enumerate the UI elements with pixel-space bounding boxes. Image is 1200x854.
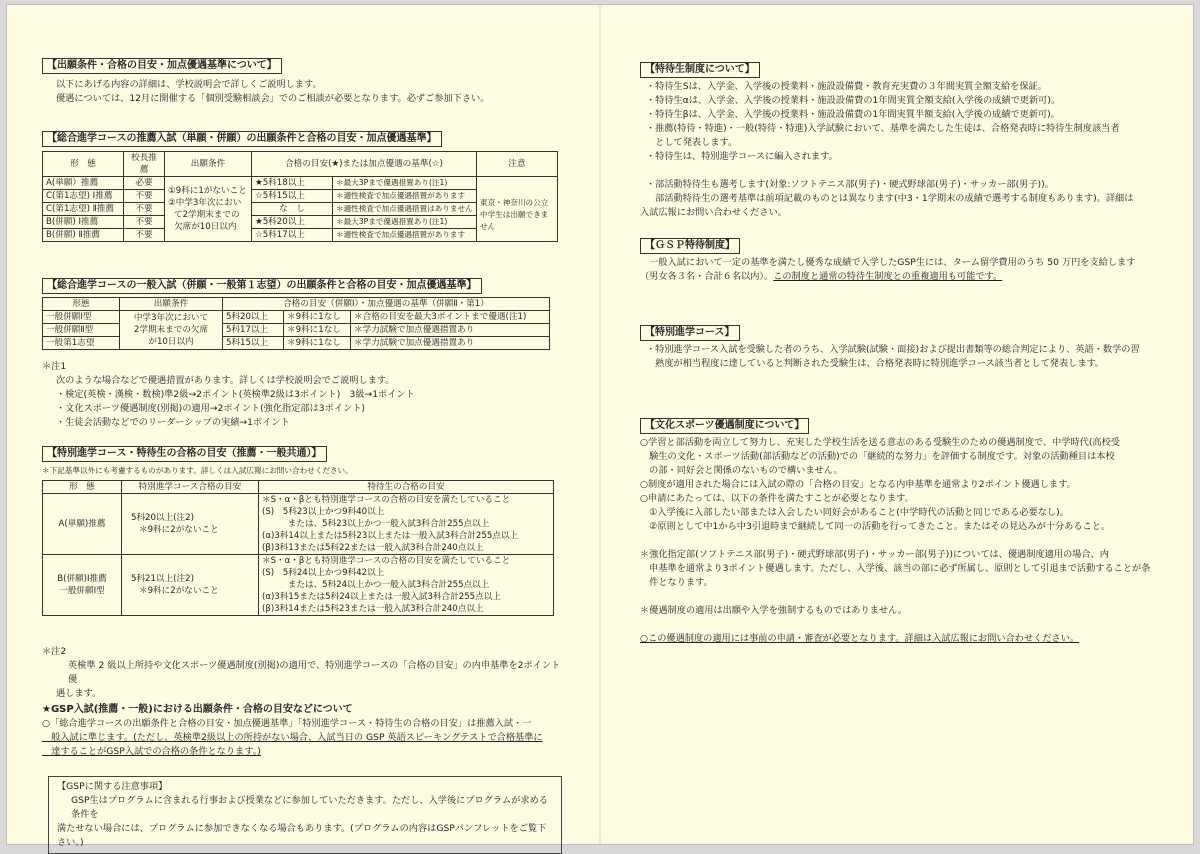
table-row bbox=[43, 177, 558, 190]
table-row bbox=[43, 311, 550, 324]
box-line: GSP生はプログラムに含まれる行事および授業などに参加していただきます。ただし、入学後にプログラムが求める条件を bbox=[71, 795, 548, 820]
col-header: 合格の目安（併願Ⅰ）・加点優遇の基準（併願Ⅱ・第1） bbox=[223, 298, 550, 311]
condition-line: 2学期末までの欠席 bbox=[133, 325, 209, 335]
section-note2 bbox=[42, 645, 562, 701]
cell-note: ＊適性検査で加点優遇措置があります bbox=[333, 229, 477, 242]
col-header: 形態 bbox=[43, 298, 120, 311]
section-title: 【文化スポーツ優遇制度について】 bbox=[640, 418, 809, 434]
note1-line: ・生徒会活動などでのリーダーシップの実績→1ポイント bbox=[56, 417, 290, 428]
cell-tokutai bbox=[259, 494, 554, 555]
note1-line: 次のような場合などで優遇措置があります。詳しくは学校説明会でご説明します。 bbox=[56, 375, 395, 386]
gsp-line: ○「総合進学コースの出願条件と合格の目安・加点優遇基準」「特別進学コース・特待生の合格の目安」は推薦入試・一 bbox=[42, 718, 532, 729]
tokutai-line: (β)3科14または5科23または一般入試3科合計240点以上 bbox=[262, 604, 484, 614]
table-row bbox=[43, 337, 550, 350]
gsp-tokutai-dup: この制度と通常の特待生制度との重複適用も可能です。 bbox=[773, 271, 1003, 282]
cell-benefit: ＊学力試験で加点優遇措置あり bbox=[351, 337, 550, 350]
section-title: 【ＧＳＰ特待制度】 bbox=[640, 238, 740, 254]
tokutai-line: ＊S・α・βとも特別進学コースの合格の目安を満たしていること bbox=[262, 556, 511, 566]
cell-type bbox=[43, 555, 122, 616]
cell-recommend: 不要 bbox=[124, 229, 165, 242]
culture-line: ①入学後に入部したい部または入会したい同好会があること(中学時代の活動と同じである必要なし)。 bbox=[640, 507, 1069, 518]
cell-goal: ☆5科15以上 bbox=[252, 190, 333, 203]
gsp-line: 般入試に準じます。(ただし、英検準2級以上の所持がない場合、入試当日の GSP 英語スピーキングテストで合格基準に bbox=[42, 732, 543, 743]
cell-type: 一般併願Ⅱ型 bbox=[43, 324, 120, 337]
type-line: 一般併願Ⅰ型 bbox=[59, 586, 105, 596]
tokutai-line: ・部活動特待生も選考します(対象:ソフトテニス部(男子)・硬式野球部(男子)・サッカー部(男子))。 bbox=[646, 179, 1054, 190]
tokutai-line: (α)3科15または5科24以上または一般入試3科合計255点以上 bbox=[262, 592, 501, 602]
intro-line-2: 優遇については、12月に開催する「個別受験相談会」でのご相談が必要となります。必ずご参加下さい。 bbox=[56, 93, 490, 104]
cell-goal: ☆5科17以上 bbox=[252, 229, 333, 242]
tokutai-line: ・特待生Sは、入学金、入学後の授業料・施設設備費・教育充実費の３年間実質全額支給を保証。 bbox=[646, 81, 1047, 92]
cell-benefit: ＊学力試験で加点優遇措置あり bbox=[351, 324, 550, 337]
section-title: 【総合進学コースの推薦入試（単願・併願）の出願条件と合格の目安・加点優遇基準】 bbox=[42, 131, 442, 147]
culture-line bbox=[640, 534, 1160, 548]
gsp-line: 達することがGSP入試での合格の条件となります。) bbox=[42, 746, 261, 757]
section-title: 【特別進学コース・特待生の合格の目安（推薦・一般共通）】 bbox=[42, 446, 327, 462]
cell-note: ＊適性検査で加点優遇措置があります bbox=[333, 190, 477, 203]
tokutai-line: (S) 5科23以上かつ9科40以上 bbox=[262, 507, 385, 517]
special-line: 熟度が相当程度に達していると判断された受験生は、合格発表時に特別進学コース該当者として発表します。 bbox=[646, 358, 1105, 369]
condition-line: ①9科に1がないこと bbox=[168, 186, 247, 196]
tokutai-line: ＊S・α・βとも特別進学コースの合格の目安を満たしていること bbox=[262, 495, 511, 505]
section-culture-sports bbox=[640, 418, 1160, 646]
cell-recommend: 不要 bbox=[124, 190, 165, 203]
cell-type: A(単願)推薦 bbox=[43, 494, 122, 555]
cell-no-one: ＊9科に1なし bbox=[284, 311, 351, 324]
col-header: 注意 bbox=[477, 152, 558, 177]
cell-goal: ★5科20以上 bbox=[252, 216, 333, 229]
cell-benefit: ＊合格の目安を最大3ポイントまで優遇(注1) bbox=[351, 311, 550, 324]
cell-goal bbox=[122, 555, 259, 616]
section-title: 【特待生制度について】 bbox=[640, 62, 760, 78]
section-general-exam bbox=[42, 278, 562, 350]
note2-line: 遇します。 bbox=[56, 688, 102, 699]
culture-line: ＊強化指定部(ソフトテニス部(男子)・硬式野球部(男子)・サッカー部(男子))については、優遇制度適用の場合、内 bbox=[640, 549, 1109, 560]
special-line: ・特別進学コース入試を受験した者のうち、入学試験(試験・面接)および提出書類等の総合判定により、英語・数学の習 bbox=[646, 344, 1140, 355]
gsp-tokutai-count: （男女各３名・合計６名以内）。 bbox=[640, 271, 774, 282]
section-gsp-tokutai bbox=[640, 238, 1160, 284]
tokutai-line: または、5科24以上かつ一般入試3科合計255点以上 bbox=[262, 580, 490, 590]
culture-line: 件となります。 bbox=[640, 577, 713, 588]
col-header: 合格の目安(★)または加点優遇の基準(☆) bbox=[252, 152, 477, 177]
section-special-course bbox=[42, 446, 562, 616]
condition-line: 欠席が10日以内 bbox=[174, 222, 237, 232]
tokutai-line: として発表します。 bbox=[646, 137, 738, 148]
section-conditions-intro bbox=[42, 58, 562, 106]
cell-recommend: 必要 bbox=[124, 177, 165, 190]
tokutai-line: ・推薦(特待・特進)・一般(特待・特進)入学試験において、基準を満たした生徒は、合格発表時に特待生制度該当者 bbox=[646, 123, 1120, 134]
culture-line: 申基準を通常より3ポイント優遇します。ただし、入学後、該当の部に必ず所属し、原則として引退まで活動することが条 bbox=[640, 563, 1151, 574]
culture-line: ○申請にあたっては、以下の条件を満たすことが必要となります。 bbox=[640, 493, 914, 504]
section-note1 bbox=[42, 360, 562, 430]
cell-type: C(第1志望) Ⅰ推薦 bbox=[43, 190, 124, 203]
col-header: 出願条件 bbox=[120, 298, 223, 311]
tokutai-line: 入試広報にお問い合わせください。 bbox=[640, 207, 787, 218]
note1-line: ・文化スポーツ優遇制度(別掲)の適用→2ポイント(強化指定部は3ポイント) bbox=[56, 403, 365, 414]
culture-line: ○制度が適用された場合には入試の際の「合格の目安」となる内申基準を通常より2ポイント優遇します。 bbox=[640, 479, 1076, 490]
goal-line: ＊9科に2がないこと bbox=[139, 525, 219, 535]
cell-type: C(第1志望) Ⅱ推薦 bbox=[43, 203, 124, 216]
culture-line bbox=[640, 590, 1160, 604]
section-gsp bbox=[42, 703, 562, 759]
intro-line-1: 以下にあげる内容の詳細は、学校説明会で詳しくご説明します。 bbox=[56, 79, 322, 90]
tokutai-line: (S) 5科24以上かつ9科42以上 bbox=[262, 568, 385, 578]
tokutai-line: または、5科23以上かつ一般入試3科合計255点以上 bbox=[262, 519, 490, 529]
culture-line: 験生の文化・スポーツ活動(部活動などの活動)での「継続的な努力」を評価する制度です。対象の活動種目は本校 bbox=[640, 451, 1115, 462]
culture-line bbox=[640, 618, 1160, 632]
culture-line: の部・同好会と関係のないもので構いません。 bbox=[640, 465, 843, 476]
section-special-advance bbox=[640, 325, 1160, 371]
col-header: 出願条件 bbox=[165, 152, 252, 177]
table-row bbox=[43, 555, 554, 616]
recommendation-table bbox=[42, 151, 558, 242]
col-header: 形 態 bbox=[43, 481, 122, 494]
tokutai-line: 部活動特待生の選考基準は前項記載のものとは異なります(中3・1学期末の成績で選考する制度もあります)。詳細は bbox=[646, 193, 1134, 204]
caution-line: 東京・神奈川の公立 bbox=[480, 198, 549, 207]
condition-line: て2学期末までの bbox=[174, 210, 240, 220]
gsp-tokutai-line: 一般入試において一定の基準を満たし優秀な成績で入学したGSP生には、ターム留学費用のうち 50 万円を支給します bbox=[640, 257, 1136, 268]
table-row bbox=[43, 494, 554, 555]
col-header: 校長推薦 bbox=[124, 152, 165, 177]
type-line: B(併願)Ⅰ推薦 bbox=[57, 574, 107, 584]
cell-score: 5科17以上 bbox=[223, 324, 284, 337]
cell-goal bbox=[122, 494, 259, 555]
cell-caution bbox=[477, 177, 558, 242]
tokutai-line bbox=[640, 164, 1160, 178]
box-title: 【GSPに関する注意事項】 bbox=[57, 781, 168, 792]
section-title: ★GSP入試(推薦・一般)における出願条件・合格の目安などについて bbox=[42, 704, 353, 715]
culture-line: ○学習と部活動を両立して努力し、充実した学校生活を送る意志のある受験生のための優遇制度で、中学時代(高校受 bbox=[640, 437, 1120, 448]
cell-condition bbox=[120, 311, 223, 350]
fold-line bbox=[599, 4, 601, 845]
cell-type: A(単願）推薦 bbox=[43, 177, 124, 190]
cell-note: ＊適性検査で加点優遇措置はありません bbox=[333, 203, 477, 216]
cell-goal: ★5科18以上 bbox=[252, 177, 333, 190]
col-header: 特待生の合格の目安 bbox=[259, 481, 554, 494]
goal-line: 5科20以上(注2) bbox=[131, 513, 194, 523]
note1-line: ・検定(英検・漢検・数検)準2級→2ポイント(英検準2級は3ポイント) 3級→1ポイント bbox=[56, 389, 415, 400]
special-course-sub: ＊下記基準以外にも考慮するものがあります。詳しくは入試広報にお問い合わせください。 bbox=[42, 466, 353, 475]
section-title: 【特別進学コース】 bbox=[640, 325, 740, 341]
note2-line: 英検準 2 級以上所持や文化スポーツ優遇制度(別掲)の適用で、特別進学コースの「合格の目安」の内申基準を2ポイント優 bbox=[68, 660, 561, 685]
general-exam-table bbox=[42, 297, 550, 350]
cell-type: 一般併願Ⅰ型 bbox=[43, 311, 120, 324]
cell-type: B(併願) Ⅰ推薦 bbox=[43, 216, 124, 229]
cell-condition bbox=[165, 177, 252, 242]
tokutai-line: ・特待生αは、入学金、入学後の授業料・施設設備費の1年間実質全額支給(入学後の成績で更新可)。 bbox=[646, 95, 1061, 106]
cell-recommend: 不要 bbox=[124, 203, 165, 216]
tokutai-line: ・特待生βは、入学金、入学後の授業料・施設設備費の1年間実質半額支給(入学後の成績で更新可)。 bbox=[646, 109, 1060, 120]
special-course-table bbox=[42, 480, 554, 616]
caution-line: せん bbox=[480, 222, 496, 231]
table-row bbox=[43, 324, 550, 337]
caution-line: 中学生は出願できま bbox=[480, 210, 549, 219]
culture-line: ②原則として中1から中3引退時まで継続して同一の活動を行ってきたこと。またはその見込みが十分あること。 bbox=[640, 521, 1111, 532]
tokutai-line: (β)3科13または5科22または一般入試3科合計240点以上 bbox=[262, 543, 484, 553]
cell-score: 5科20以上 bbox=[223, 311, 284, 324]
gsp-notice-box bbox=[48, 776, 562, 854]
box-line: 満たせない場合には、プログラムに参加できなくなる場合もあります。(プログラムの内容はGSPパンフレットをご覧下さい。) bbox=[57, 823, 547, 848]
cell-no-one: ＊9科に1なし bbox=[284, 324, 351, 337]
cell-note: ＊最大3Pまで優遇措置あり(注1) bbox=[333, 177, 477, 190]
goal-line: 5科21以上(注2) bbox=[131, 574, 194, 584]
tokutai-line: ・特待生は、特別進学コースに編入されます。 bbox=[646, 151, 838, 162]
condition-line: 中学3年次において bbox=[133, 313, 209, 323]
cell-recommend: 不要 bbox=[124, 216, 165, 229]
cell-note: ＊最大3Pまで優遇措置あり(注1) bbox=[333, 216, 477, 229]
section-tokutai bbox=[640, 62, 1160, 220]
note1-label: ＊注1 bbox=[42, 361, 67, 372]
note2-label: ＊注2 bbox=[42, 646, 67, 657]
section-title: 【出願条件・合格の目安・加点優遇基準について】 bbox=[42, 58, 282, 74]
cell-score: 5科15以上 bbox=[223, 337, 284, 350]
cell-type: 一般第1志望 bbox=[43, 337, 120, 350]
cell-tokutai bbox=[259, 555, 554, 616]
culture-line: ○この優遇制度の適用には事前の申請・審査が必要となります。詳細は入試広報にお問い合わせください。 bbox=[640, 633, 1080, 644]
section-recommendation bbox=[42, 131, 562, 242]
condition-line: ②中学3年次におい bbox=[168, 198, 242, 208]
cell-goal: な し bbox=[252, 203, 333, 216]
cell-type: B(併願) Ⅱ推薦 bbox=[43, 229, 124, 242]
section-title: 【総合進学コースの一般入試（併願・一般第１志望）の出願条件と合格の目安・加点優遇基準】 bbox=[42, 278, 482, 294]
col-header: 特別進学コース合格の目安 bbox=[122, 481, 259, 494]
cell-no-one: ＊9科に1なし bbox=[284, 337, 351, 350]
culture-line: ＊優遇制度の適用は出願や入学を強制するものではありません。 bbox=[640, 605, 907, 616]
goal-line: ＊9科に2がないこと bbox=[139, 586, 219, 596]
gsp-tokutai-line bbox=[640, 270, 1160, 284]
col-header: 形 態 bbox=[43, 152, 124, 177]
tokutai-line: (α)3科14以上または5科23以上または一般入試3科合計255点以上 bbox=[262, 531, 519, 541]
condition-line: が10日以内 bbox=[148, 337, 194, 347]
